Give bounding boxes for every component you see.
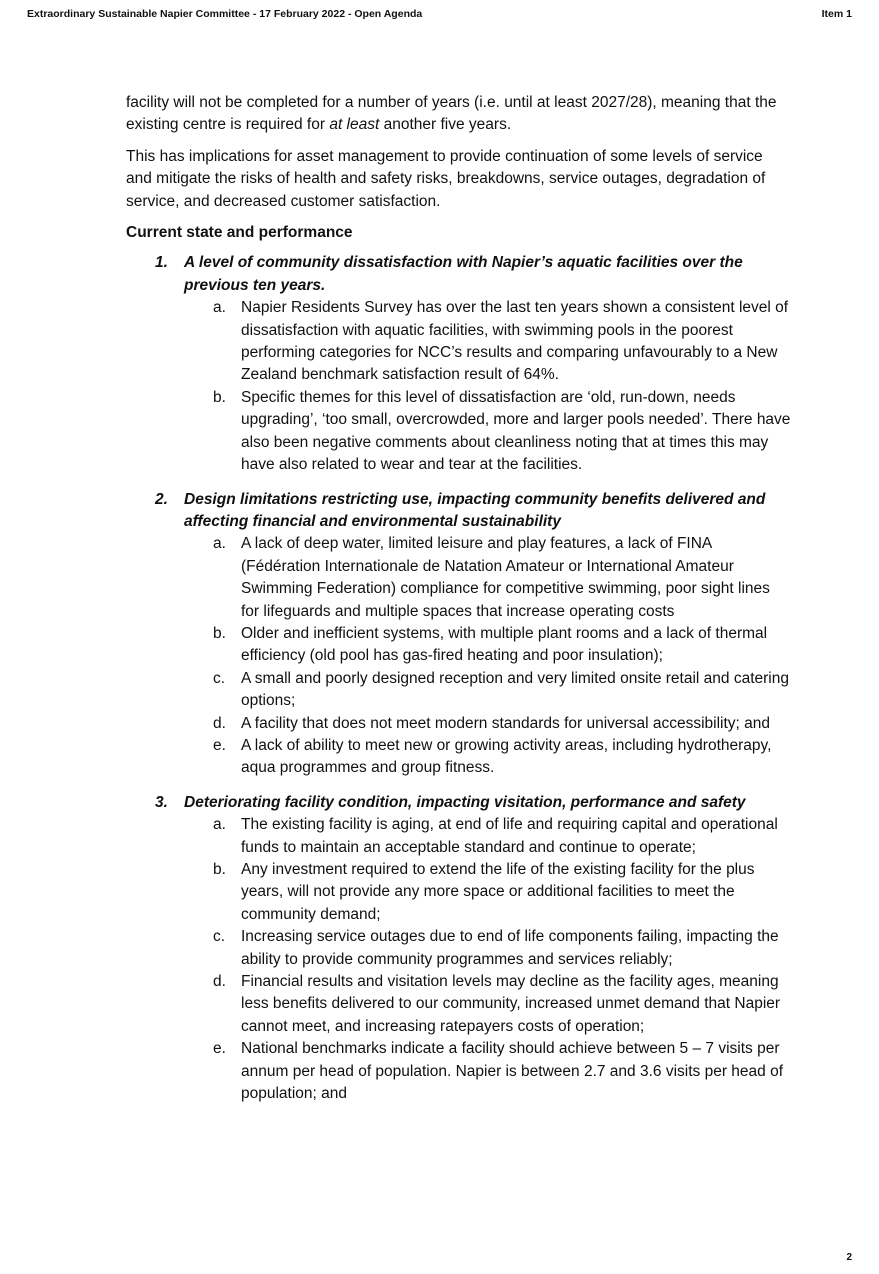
document-body: [126, 92, 791, 1117]
list-item: [126, 623, 791, 668]
item-letter: b.: [213, 624, 226, 642]
numbered-section-1: [126, 252, 791, 476]
item-letter: d.: [213, 973, 226, 991]
item-text: The existing facility is aging, at end of life and requiring capital and operational funds to maintain an acceptable standard and continue to operate;: [241, 816, 778, 856]
item-text: Specific themes for this level of dissatisfaction are ‘old, run-down, needs upgrading’, ‘too small, overcrowded, more and larger pools needed’. There have also been negative comments about cleanliness noting that at times this may have also related to wear and tear at the facilities.: [241, 388, 791, 474]
item-text: A facility that does not meet modern standards for universal accessibility; and: [241, 714, 770, 732]
section-number: 2.: [155, 490, 168, 508]
item-letter: b.: [213, 388, 226, 406]
list-item: [126, 297, 791, 387]
sub-list: [126, 533, 791, 779]
item-letter: a.: [213, 299, 226, 317]
section-title: [126, 252, 791, 297]
item-letter: a.: [213, 535, 226, 553]
item-text: Any investment required to extend the life of the existing facility for the plus years, will not provide any more space or additional facilities to meet the community demand;: [241, 861, 755, 923]
list-item: [126, 533, 791, 623]
item-text: National benchmarks indicate a facility should achieve between 5 – 7 visits per annum per head of population. Napier is between 2.7 and 3.6 visits per head of population; and: [241, 1040, 784, 1103]
item-letter: b.: [213, 861, 226, 878]
section-title: [126, 792, 791, 814]
item-text: Napier Residents Survey has over the last ten years shown a consistent level of dissatisfaction with aquatic facilities, with swimming pools in the poorest performing categories for NCC’s results and comparing unfavourably to a New Zealand benchmark satisfaction result of 64%.: [241, 299, 789, 384]
header-item-label: Item 1: [821, 8, 852, 20]
list-item: [126, 713, 791, 735]
numbered-section-3: [126, 792, 791, 1106]
section-title-text: Deteriorating facility condition, impacting visitation, performance and safety: [184, 793, 746, 811]
item-text: A small and poorly designed reception and very limited onsite retail and catering options;: [241, 669, 789, 710]
intro-p1-end: another five years.: [379, 116, 512, 134]
intro-paragraph-1: [126, 92, 791, 137]
item-letter: e.: [213, 736, 226, 754]
intro-p1-emphasis: at least: [329, 116, 380, 134]
list-item: [126, 971, 791, 1038]
list-item: [126, 735, 791, 780]
section-number: 3.: [155, 793, 168, 811]
section-number: 1.: [155, 254, 168, 272]
list-item: [126, 926, 791, 971]
section-heading: Current state and performance: [126, 224, 353, 242]
section-title: [126, 489, 791, 534]
item-letter: c.: [213, 928, 226, 946]
item-letter: e.: [213, 1040, 226, 1058]
item-text: A lack of deep water, limited leisure and play features, a lack of FINA (Fédération Internationale de Natation Amateur or International Amateur Swimming Federation) compliance for competitive swimming, poor sight lines for lifeguards and multiple spaces that increase operating costs: [241, 535, 770, 620]
list-item: [126, 387, 791, 477]
sub-list: [126, 814, 791, 1105]
item-text: Older and inefficient systems, with multiple plant rooms and a lack of thermal efficiency (old pool has gas-fired heating and poor insulation);: [241, 624, 768, 665]
item-text: Financial results and visitation levels may decline as the facility ages, meaning less benefits delivered to our community, increased unmet demand that Napier cannot meet, and increasing ratepayers costs of operation;: [241, 973, 781, 1035]
list-item: [126, 668, 791, 713]
numbered-section-2: [126, 489, 791, 780]
page-number: 2: [846, 1252, 852, 1263]
item-text: A lack of ability to meet new or growing activity areas, including hydrotherapy, aqua programmes and group fitness.: [241, 736, 772, 777]
list-item: [126, 1038, 791, 1105]
item-letter: a.: [213, 816, 226, 834]
item-letter: c.: [213, 669, 226, 687]
item-letter: d.: [213, 714, 226, 732]
item-text: Increasing service outages due to end of life components failing, impacting the ability to provide community programmes and services reliably;: [241, 928, 779, 968]
section-title-text: Design limitations restricting use, impacting community benefits delivered and affecting financial and environmental sustainability: [184, 490, 766, 530]
section-title-text: A level of community dissatisfaction with Napier’s aquatic facilities over the previous ten years.: [184, 254, 743, 294]
sub-list: [126, 297, 791, 476]
list-item: [126, 814, 791, 859]
list-item: [126, 859, 791, 926]
header-title: Extraordinary Sustainable Napier Committee - 17 February 2022 - Open Agenda: [27, 8, 423, 20]
intro-paragraph-2: This has implications for asset management to provide continuation of some levels of service and mitigate the risks of health and safety risks, breakdowns, service outages, degradation of service, and decreased customer satisfaction.: [126, 147, 766, 210]
intro-p1-start: facility will not be completed for a number of years (i.e. until at least 2027/28), meaning that the existing centre is required for: [126, 94, 777, 134]
